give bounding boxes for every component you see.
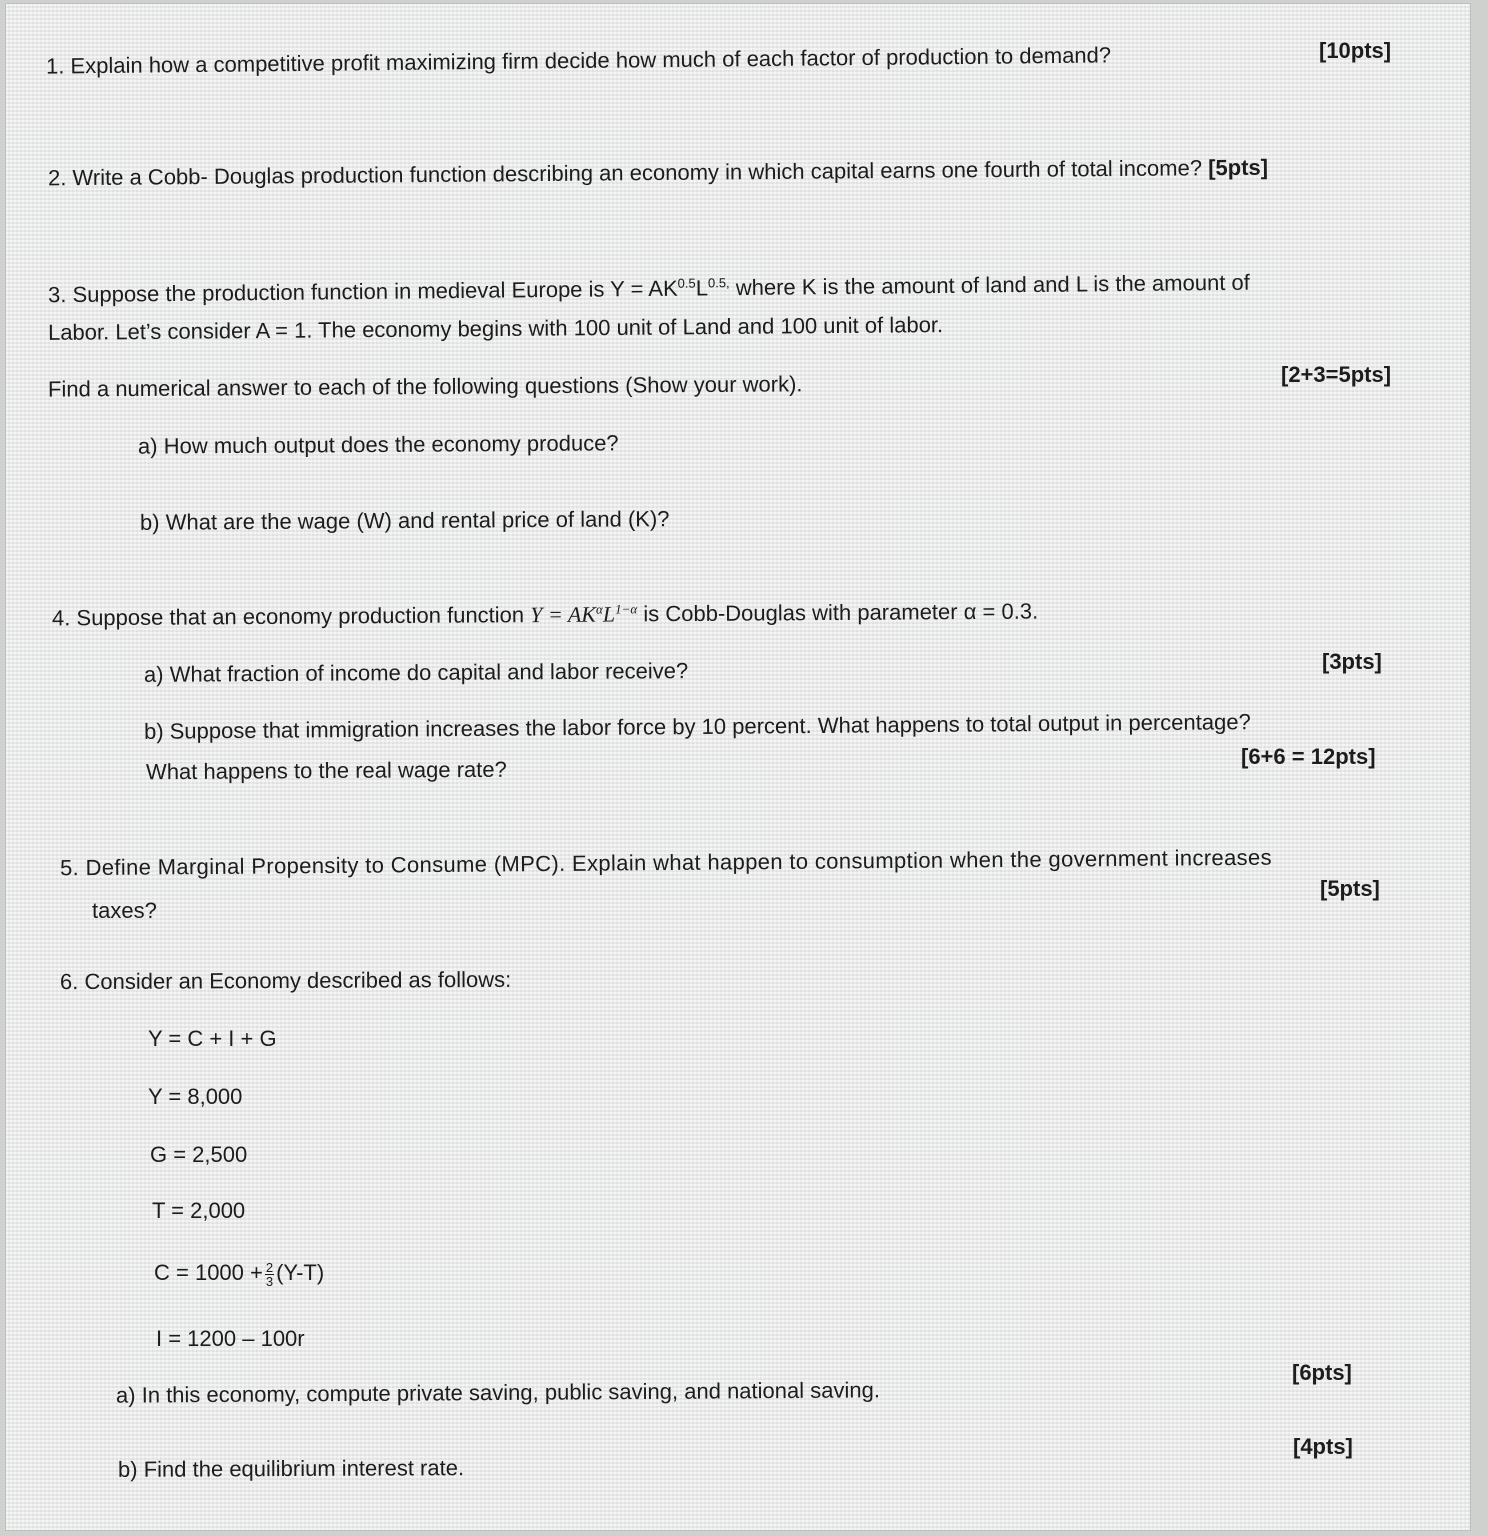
fraction-numerator: 2 [265,1259,274,1275]
question-4-part-a: a) What fraction of income do capital and labor receive? [143,658,689,687]
question-6-part-a-points: [6pts] [1292,1360,1352,1385]
question-5-line-2: taxes? [92,898,157,923]
exponent-k: 0.5 [677,275,696,291]
fraction-two-thirds [265,1261,274,1288]
equation-consumption [154,1260,324,1288]
question-3-points: [2+3=5pts] [1281,362,1392,387]
question-2-text: 2. Write a Cobb- Douglas production function describing an economy in which capital earns one fourth of total income? [47,155,1203,191]
question-1-points: [10pts] [1319,38,1392,63]
exam-page [6,4,1470,1530]
question-4-part-a-points: [3pts] [1322,649,1382,674]
question-6-part-b-points: [4pts] [1293,1434,1353,1459]
formula-exp-one-minus-alpha: 1−α [615,601,638,617]
question-1-text: 1. Explain how a competitive profit maximizing firm decide how much of each factor of production to demand? [45,42,1112,79]
question-4-part-b-points: [6+6 = 12pts] [1241,744,1376,769]
equation-taxes: T = 2,000 [152,1198,246,1223]
question-2 [48,155,1268,192]
question-3-line-2: Labor. Let’s consider A = 1. The economy begins with 100 unit of Land and 100 unit of labor. [47,312,944,345]
question-3-text-b: L [695,275,709,301]
consumption-text-b: (Y-T) [276,1260,325,1285]
fraction-denominator: 3 [265,1273,274,1289]
question-6-title: 6. Consider an Economy described as follows: [59,966,512,995]
equation-government: G = 2,500 [150,1142,248,1167]
question-6-part-a: a) In this economy, compute private saving, public saving, and national saving. [115,1377,880,1408]
question-5-points: [5pts] [1320,876,1380,901]
question-3-text-c: where K is the amount of land and L is the amount of [729,269,1250,301]
question-4-part-b-line-1: b) Suppose that immigration increases the labor force by 10 percent. What happens to total output in percentage? [143,709,1251,744]
question-3-line-1 [48,270,1250,309]
question-4-text-a: 4. Suppose that an economy production function [51,602,531,631]
formula-exp-alpha: α [595,601,603,617]
consumption-text-a: C = 1000 + [154,1260,263,1285]
question-1 [46,42,1111,79]
equation-income-identity: Y = C + I + G [148,1026,277,1051]
formula-l: L [602,601,616,627]
question-4-part-b-line-2: What happens to the real wage rate? [145,756,507,785]
question-4-text-b: is Cobb-Douglas with parameter α = 0.3. [637,598,1039,627]
question-3-part-b: b) What are the wage (W) and rental price of land (K)? [139,506,670,535]
question-3-text-a: 3. Suppose the production function in medieval Europe is Y = AK [47,275,678,308]
question-5-line-1: 5. Define Marginal Propensity to Consume (MPC). Explain what happen to consumption when the government increases [59,844,1273,881]
question-4-line [52,599,1038,632]
question-6-part-b: b) Find the equilibrium interest rate. [117,1455,465,1482]
exponent-l: 0.5, [707,275,730,291]
equation-investment: I = 1200 – 100r [156,1326,305,1351]
formula-y: Y = AK [530,601,597,628]
question-3-instruction: Find a numerical answer to each of the following questions (Show your work). [47,371,803,402]
question-3-part-a: a) How much output does the economy produce? [137,430,619,459]
equation-output: Y = 8,000 [148,1084,243,1109]
question-2-points: [5pts] [1208,154,1269,181]
